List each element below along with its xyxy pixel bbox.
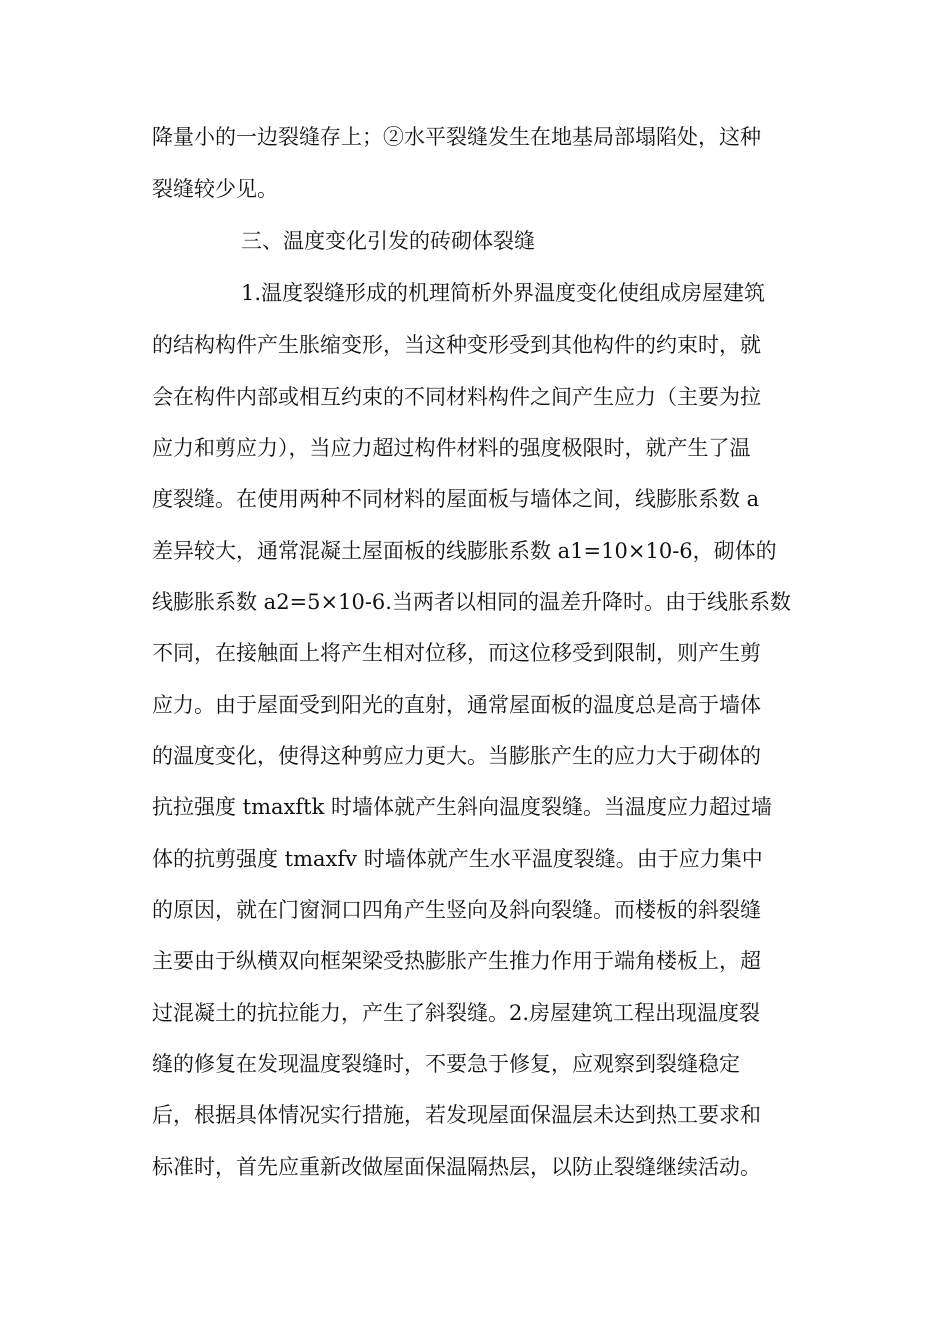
text-line: 度裂缝。在使用两种不同材料的屋面板与墙体之间，线膨胀系数 a <box>152 487 760 511</box>
text-line: 差异较大，通常混凝土屋面板的线膨胀系数 a1=10×10-6，砌体的 <box>152 539 777 563</box>
text-line: 过混凝土的抗拉能力，产生了斜裂缝。2.房屋建筑工程出现温度裂 <box>152 1001 761 1025</box>
text-line: 抗拉强度 tmaxftk 时墙体就产生斜向温度裂缝。当温度应力超过墙 <box>152 795 773 819</box>
text-line: 应力。由于屋面受到阳光的直射，通常屋面板的温度总是高于墙体 <box>152 693 761 717</box>
text-line: 的原因，就在门窗洞口四角产生竖向及斜向裂缝。而楼板的斜裂缝 <box>152 898 761 922</box>
text-line: 后，根据具体情况实行措施，若发现屋面保温层未达到热工要求和 <box>152 1103 761 1127</box>
text-line: 主要由于纵横双向框架梁受热膨胀产生推力作用于端角楼板上，超 <box>152 949 761 973</box>
text-line: 标准时，首先应重新改做屋面保温隔热层，以防止裂缝继续活动。 <box>152 1155 761 1179</box>
text-line: 不同，在接触面上将产生相对位移，而这位移受到限制，则产生剪 <box>152 641 761 665</box>
text-line: 1.温度裂缝形成的机理简析外界温度变化使组成房屋建筑 <box>241 281 766 305</box>
text-line: 体的抗剪强度 tmaxfv 时墙体就产生水平温度裂缝。由于应力集中 <box>152 847 763 871</box>
text-line: 线膨胀系数 a2=5×10-6.当两者以相同的温差升降时。由于线胀系数 <box>152 590 791 614</box>
text-line: 会在构件内部或相互约束的不同材料构件之间产生应力（主要为拉 <box>152 385 761 409</box>
text-line: 应力和剪应力），当应力超过构件材料的强度极限时，就产生了温 <box>152 436 751 460</box>
text-line: 的温度变化，使得这种剪应力更大。当膨胀产生的应力大于砌体的 <box>152 744 761 768</box>
text-line: 的结构构件产生胀缩变形，当这种变形受到其他构件的约束时，就 <box>152 333 761 357</box>
text-line: 裂缝较少见。 <box>152 177 278 201</box>
text-line: 降量小的一边裂缝存上；②水平裂缝发生在地基局部塌陷处，这种 <box>152 125 761 149</box>
text-line: 缝的修复在发现温度裂缝时，不要急于修复，应观察到裂缝稳定 <box>152 1052 740 1076</box>
section-heading: 三、温度变化引发的砖砌体裂缝 <box>241 229 535 253</box>
